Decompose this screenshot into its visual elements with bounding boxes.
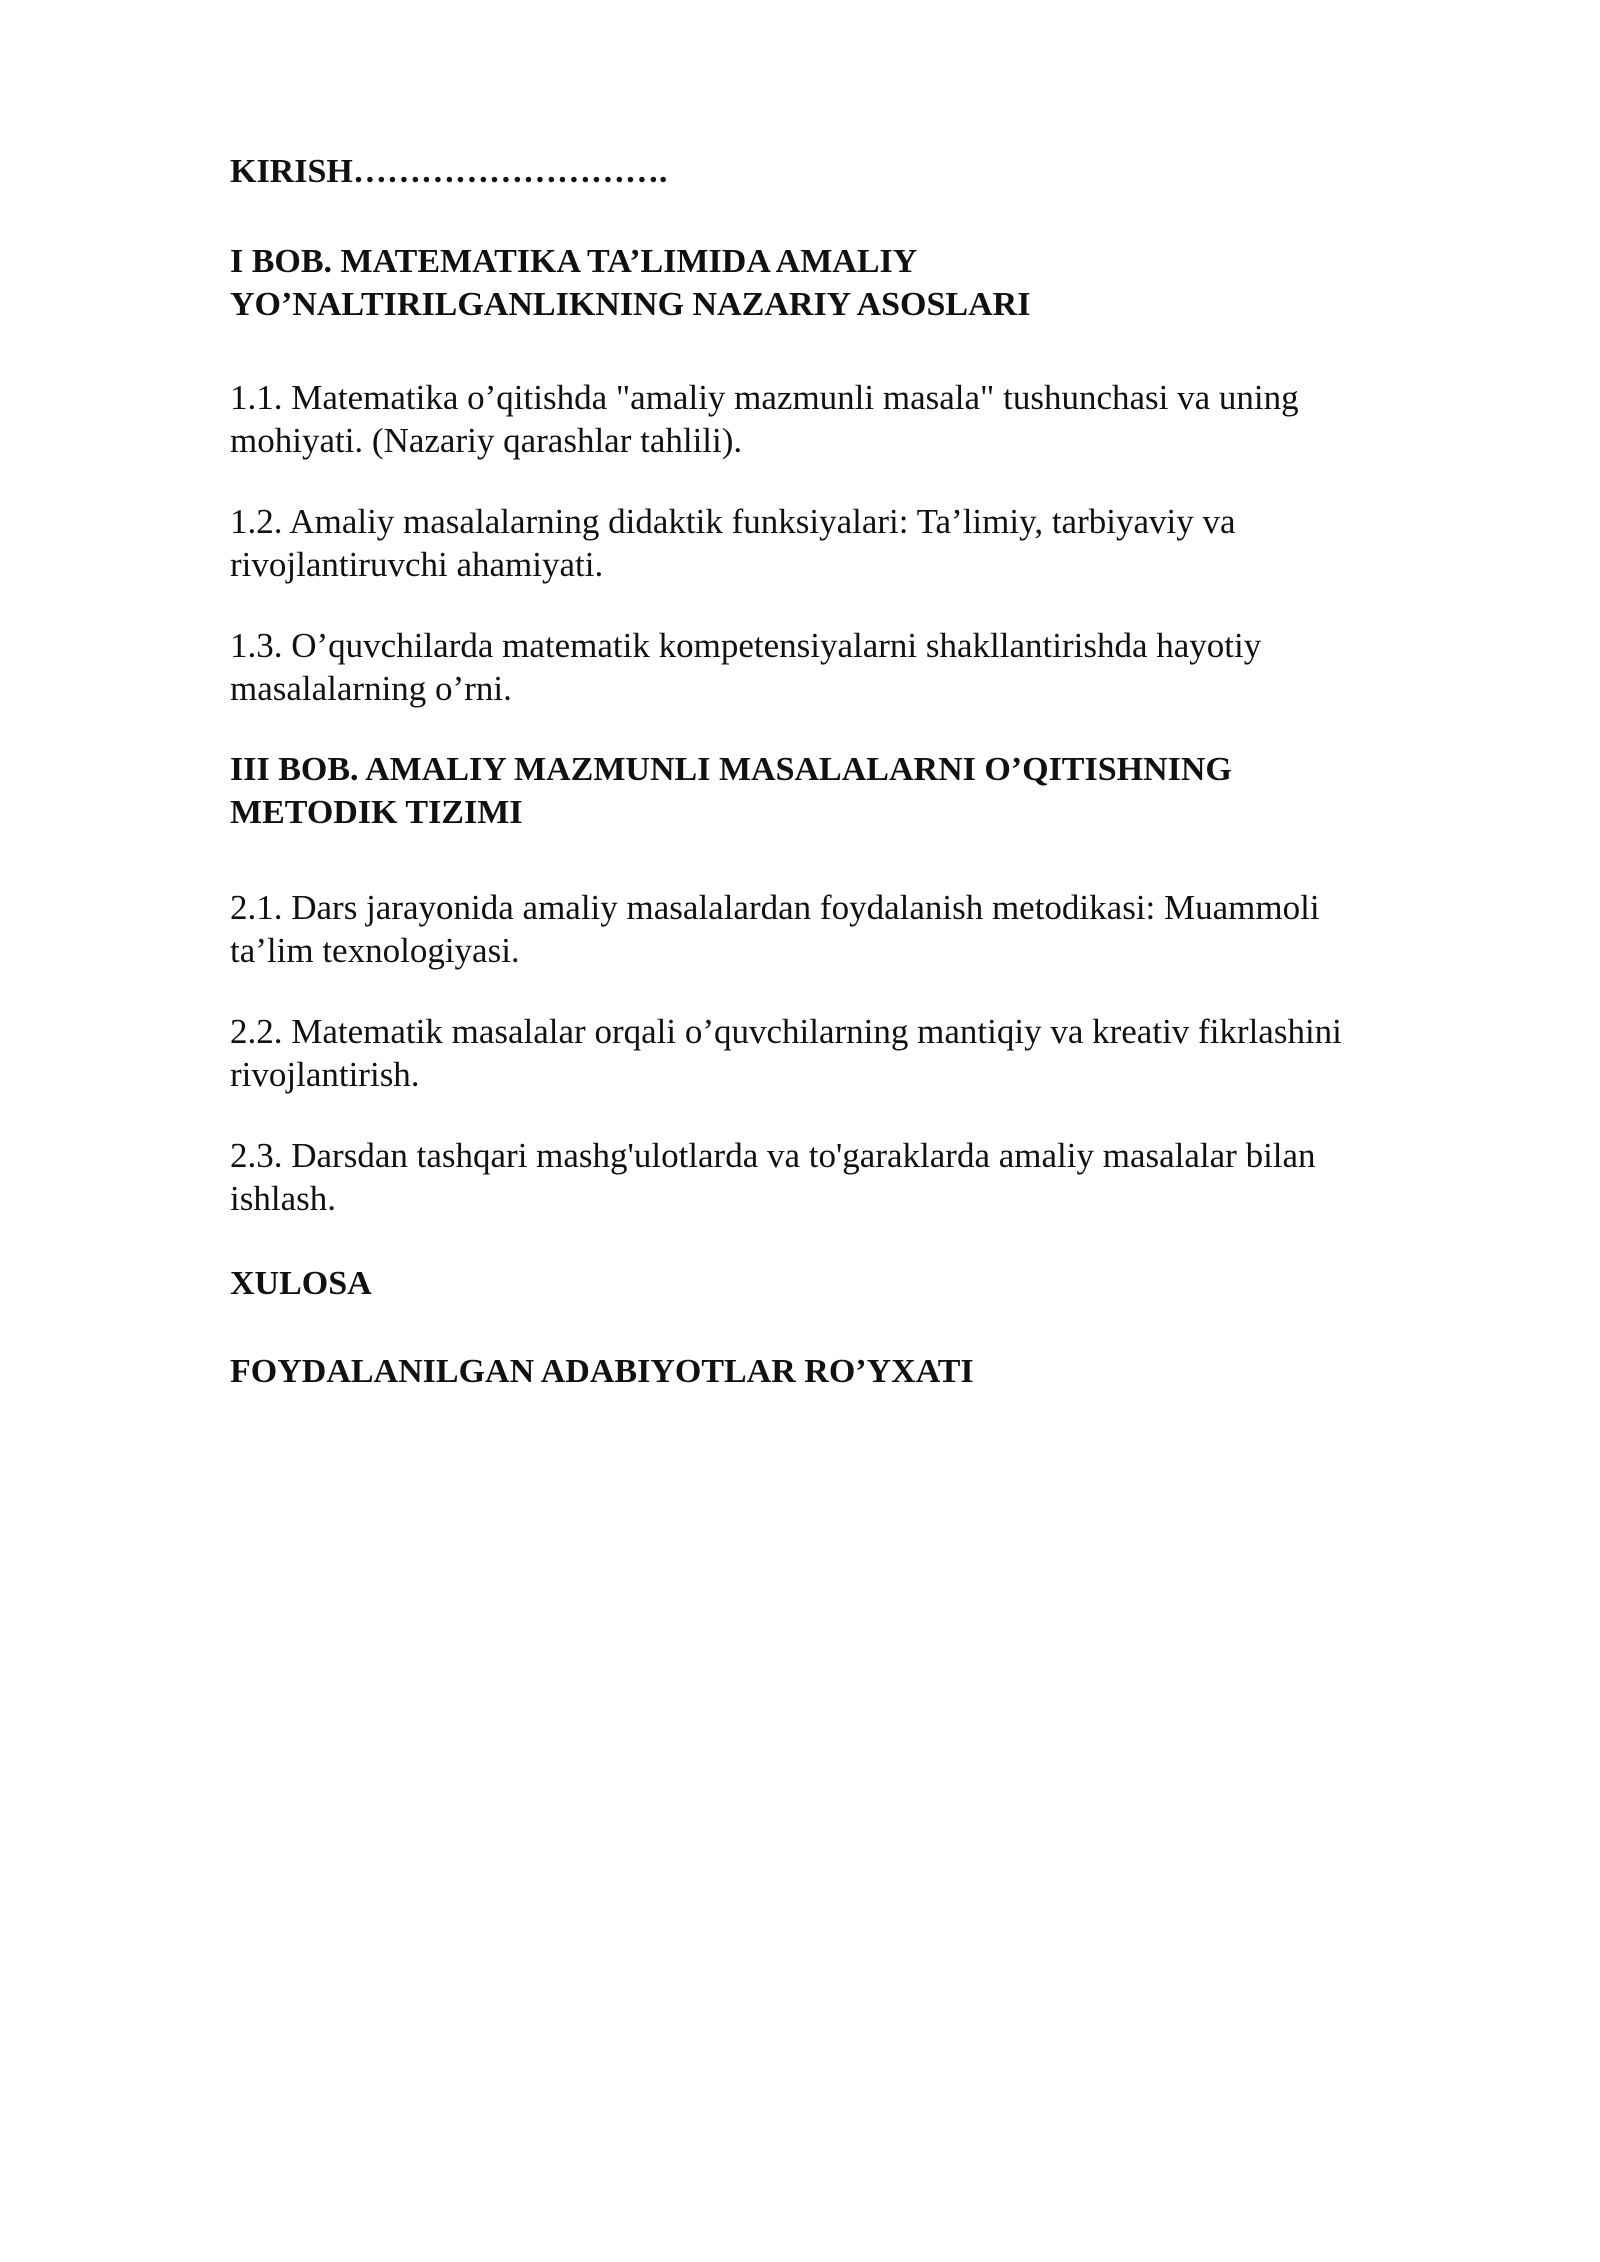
toc-line: ishlash.	[230, 1179, 336, 1218]
toc-entry-section-1-2	[230, 500, 1460, 586]
toc-line: YO’NALTIRILGANLIKNING NAZARIY ASOSLARI	[230, 286, 1031, 323]
toc-entry-section-2-2	[230, 1010, 1460, 1096]
toc-line: 2.1. Dars jarayonida amaliy masalalardan foydalanish metodikasi: Muammoli	[230, 888, 1320, 927]
toc-line: 1.1. Matematika o’qitishda "amaliy mazmunli masala" tushunchasi va uning	[230, 378, 1299, 417]
toc-line: rivojlantiruvchi ahamiyati.	[230, 545, 604, 584]
toc-entry-xulosa	[230, 1262, 1460, 1305]
toc-line: FOYDALANILGAN ADABIYOTLAR RO’YXATI	[230, 1353, 974, 1390]
toc-entry-chapter-1	[230, 240, 1460, 326]
toc-entry-section-2-1	[230, 886, 1460, 972]
toc-entry-section-1-3	[230, 624, 1460, 710]
toc-entry-section-2-3	[230, 1134, 1460, 1220]
toc-line: XULOSA	[230, 1265, 372, 1302]
toc-entry-references	[230, 1350, 1460, 1393]
toc-line: rivojlantirish.	[230, 1055, 420, 1094]
toc-line: 1.2. Amaliy masalalarning didaktik funksiyalari: Ta’limiy, tarbiyaviy va	[230, 502, 1236, 541]
toc-entry-chapter-3	[230, 748, 1460, 834]
toc-line: III BOB. AMALIY MAZMUNLI MASALALARNI O’QITISHNING	[230, 751, 1232, 788]
toc-line: KIRISH……………………….	[230, 153, 668, 190]
toc-line: mohiyati. (Nazariy qarashlar tahlili).	[230, 421, 743, 460]
toc-line: I BOB. MATEMATIKA TA’LIMIDA AMALIY	[230, 243, 918, 280]
toc-line: METODIK TIZIMI	[230, 794, 523, 831]
toc-line: 1.3. O’quvchilarda matematik kompetensiyalarni shakllantirishda hayotiy	[230, 626, 1262, 665]
toc-entry-section-1-1	[230, 376, 1460, 462]
toc-line: 2.3. Darsdan tashqari mashg'ulotlarda va to'garaklarda amaliy masalalar bilan	[230, 1136, 1316, 1175]
toc-line: ta’lim texnologiyasi.	[230, 931, 520, 970]
toc-entry-kirish	[230, 150, 1460, 193]
toc-line: 2.2. Matematik masalalar orqali o’quvchilarning mantiqiy va kreativ fikrlashini	[230, 1012, 1342, 1051]
toc-line: masalalarning o’rni.	[230, 669, 512, 708]
